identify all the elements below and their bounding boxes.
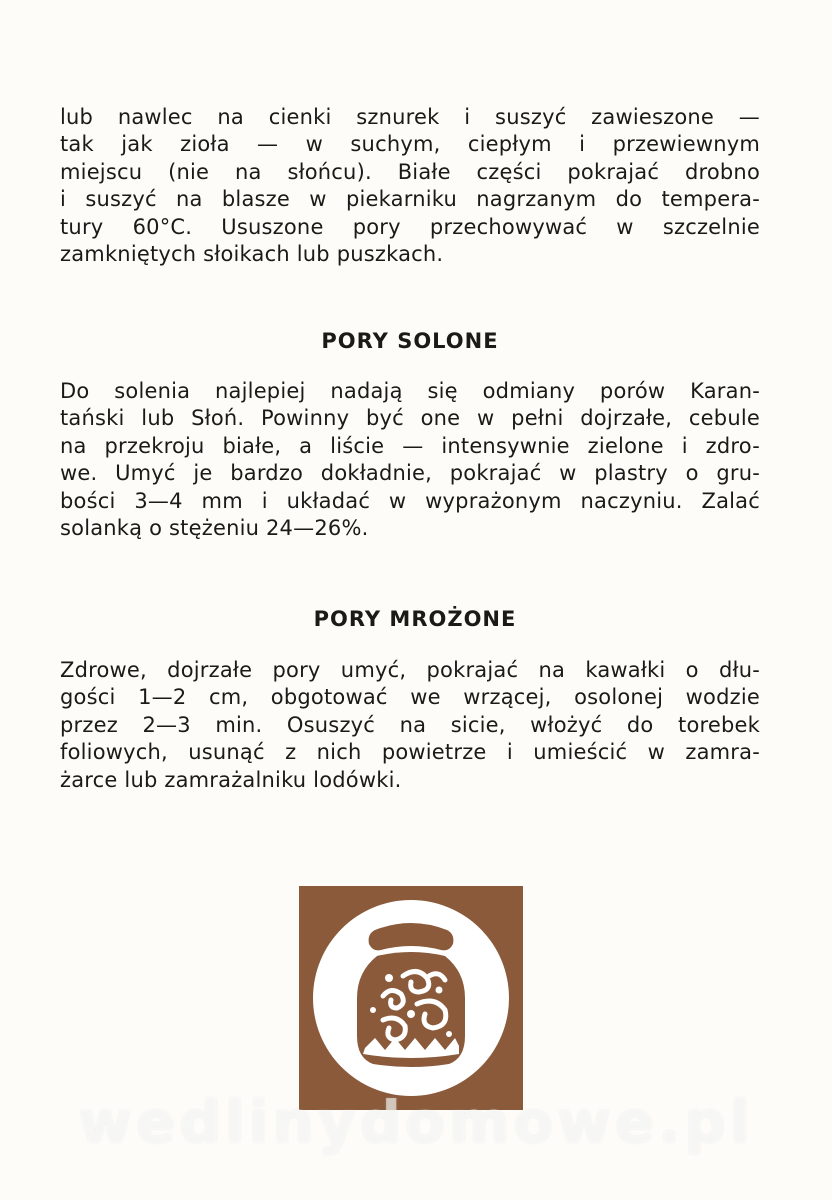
dot <box>446 1031 452 1037</box>
text-line: gości 1—2 cm, obgotować we wrzącej, osolonej wodzie <box>60 685 760 710</box>
text-line: i suszyć na blasze w piekarniku nagrzanym do tempera- <box>60 187 760 212</box>
salted-paragraph <box>60 378 760 542</box>
text-line: żarce lub zamrażalniku lodówki. <box>60 767 402 792</box>
text-line: tański lub Słoń. Powinny być one w pełni dojrzałe, cebule <box>60 406 760 431</box>
dot <box>407 1010 415 1018</box>
text-line: Do solenia najlepiej nadają się odmiany porów Karan- <box>60 379 760 403</box>
section-heading-salted: PORY SOLONE <box>321 329 499 353</box>
text-line: zamkniętych słoikach lub puszkach. <box>60 241 444 266</box>
text-line: bości 3—4 mm i układać w wyprażonym naczyniu. Zalać <box>60 488 760 513</box>
text-line: na przekroju białe, a liście — intensywnie zielone i zdro- <box>60 433 760 458</box>
text-line: foliowych, usunąć z nich powietrze i umieścić w zamra- <box>60 740 760 765</box>
preserve-jar-icon <box>299 886 523 1110</box>
jar-illustration <box>299 886 523 1110</box>
text-line: lub nawlec na cienki sznurek i suszyć zawieszone — <box>60 105 760 129</box>
section-heading-frozen: PORY MROŻONE <box>313 607 517 631</box>
frozen-paragraph <box>60 657 760 794</box>
text-line: tury 60°C. Ususzone pory przechowywać w szczelnie <box>60 214 760 239</box>
dot <box>370 1007 376 1013</box>
intro-paragraph <box>60 104 760 268</box>
watermark: wedlinydomowe.pl <box>78 1088 754 1156</box>
text-line: przez 2—3 min. Osuszyć na sicie, włożyć do torebek <box>60 712 760 737</box>
text-line: solanką o stężeniu 24—26%. <box>60 515 369 540</box>
text-line: miejscu (nie na słońcu). Białe części pokrajać drobno <box>60 159 760 184</box>
text-line: Zdrowe, dojrzałe pory umyć, pokrajać na kawałki o dłu- <box>60 658 760 682</box>
dot <box>436 987 443 994</box>
text-line: we. Umyć je bardzo dokładnie, pokrajać w plastry o gru- <box>60 461 760 486</box>
dot <box>385 974 393 982</box>
text-line: tak jak zioła — w suchym, ciepłym i przewiewnym <box>60 132 760 157</box>
